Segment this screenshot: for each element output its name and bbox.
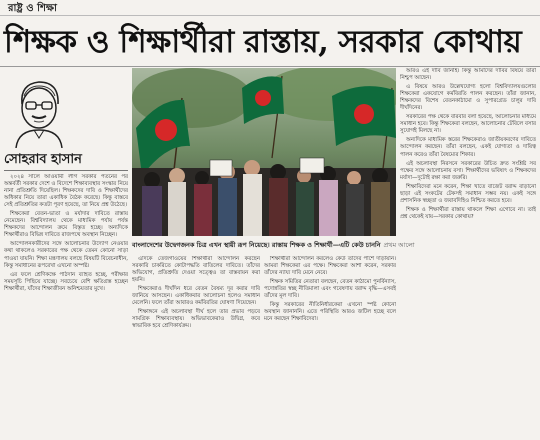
col1-paragraph: এর ফলে শ্রেণিকক্ষে পাঠদান ব্যাহত হচ্ছে, পরীক্ষার সময়সূচি পিছিয়ে যাচ্ছে। সবচেয়ে বেশি ক্ষতিগ্রস্ত হচ্ছেন শিক্ষার্থীরা, যাঁদের শিক্ষাজীবন অনিশ্চয়তার মুখে। (4, 271, 128, 292)
caption-text: বাংলাদেশের উদ্বেগজনক চিত্র এখন স্থায়ী রূপ নিয়েছে। রাস্তায় শিক্ষক ও শিক্ষার্থী—এটি কেউ চাননি (132, 241, 381, 249)
article-column-1 (4, 174, 128, 438)
article-column-4 (400, 68, 536, 438)
col2-paragraph: এদিকে তেজগাঁওয়ের শিক্ষার্থীরা আন্দোলন করছেন সরকারি চাকরিতে কোটাপদ্ধতি বাতিলের দাবিতে। তাঁদের অভিযোগ, প্রতিশ্রুতি দেওয়া সত্ত্বেও তা বাস্তবায়ন করা হয়নি। (132, 256, 260, 284)
col1-paragraph: ২০২৪ সালে আওয়ামী লীগ সরকার পতনের পর অন্তর্বর্তী সরকার দেশে ও বিদেশে শিক্ষাব্যবস্থার সংস্কার নিয়ে নানা প্রতিশ্রুতি দিয়েছিল। শিক্ষকদের দাবি ও শিক্ষার্থীদের অধিকার নিয়ে তারা একাধিক বৈঠক করেছে। কিন্তু বাস্তবে সেই প্রতিশ্রুতির কতটা পূরণ হয়েছে, তা নিয়ে প্রশ্ন উঠেছে। (4, 174, 128, 209)
col4-paragraph: এ বিষয়ে আরও উল্লেখযোগ্য হলো বিশ্ববিদ্যালয়গুলোর শিক্ষকেরা একযোগে কর্মবিরতি পালন করছেন। তাঁরা জানান, শিক্ষকদের বিশেষ বেতনকাঠামো ও সুপারগ্রেড চালুর দাবি দীর্ঘদিনের। (400, 84, 536, 112)
col3-paragraph: শিক্ষক সমিতির নেতারা বলছেন, বেতন কাঠামো পুনর্বিন্যাস, পদোন্নতির স্বচ্ছ নীতিমালা এবং গবেষণায় বরাদ্দ বৃদ্ধি—এসবই তাঁদের মূল দাবি। (264, 279, 396, 300)
protest-photo (132, 68, 396, 236)
col1-paragraph: আন্দোলনকারীদের সঙ্গে আলোচনার উদ্যোগ নেওয়ার কথা থাকলেও সরকারের পক্ষ থেকে তেমন কোনো সাড়া পাওয়া যায়নি। শিক্ষা মন্ত্রণালয় বলছে বিষয়টি বিবেচনাধীন, কিন্তু সমাধানের রূপরেখা এখনো অস্পষ্ট। (4, 241, 128, 269)
author-portrait (6, 76, 72, 148)
col4-paragraph: শিক্ষক ও শিক্ষার্থীরা রাস্তায় থাকলে শিক্ষা এগোবে না। তাই প্রশ্ন থেকেই যায়—সরকার কোথায়? (400, 206, 536, 220)
col2-paragraph: শিক্ষাঙ্গনে এই অচলাবস্থা দীর্ঘ হলে তার প্রভাব পড়বে সামগ্রিক শিক্ষাব্যবস্থায়। অভিভাবকেরাও উদ্বিগ্ন, কবে স্বাভাবিক হবে শ্রেণিকার্যক্রম। (132, 309, 260, 330)
photo-caption (132, 238, 415, 252)
headline: শিক্ষক ও শিক্ষার্থীরা রাস্তায়, সরকার কোথায় (4, 24, 522, 60)
col4-paragraph: এই অচলাবস্থা নিরসনে সরকারের উচিত দ্রুত সংশ্লিষ্ট সব পক্ষের সঙ্গে আলোচনায় বসা। শিক্ষার্থীদের ভবিষ্যৎ ও শিক্ষকদের মর্যাদা—দুটোই রক্ষা করা জরুরি। (400, 160, 536, 181)
section-label: রাষ্ট্র ও শিক্ষা (8, 3, 57, 14)
col3-paragraph: কিন্তু সরকারের নীতিনির্ধারকেরা এখনো স্পষ্ট কোনো অবস্থান জানাননি। এতে পরিস্থিতি আরও জটিল হচ্ছে বলে মনে করছেন শিক্ষাবিদেরা। (264, 302, 396, 323)
col4-paragraph: আরও এই দাবি জানাই। কিন্তু আমাদের দাবির বিষয়ে তাঁরা নিশ্চুপ আছেন। (400, 68, 536, 82)
col2-paragraph: শিক্ষকেরাও দীর্ঘদিন ধরে বেতন বৈষম্য দূর করার দাবি জানিয়ে আসছেন। একাধিকবার আলোচনা হলেও সমাধান মেলেনি। ফলে তাঁরা আবারও কর্মবিরতির ঘোষণা দিয়েছেন। (132, 286, 260, 307)
author-name: সোহরাব হাসান (4, 152, 82, 167)
author-divider (4, 170, 128, 171)
article-column-2 (132, 256, 260, 438)
col4-paragraph: সরকারের পক্ষ থেকে বারবার বলা হয়েছে, আলোচনার মাধ্যমে সমাধান হবে। কিন্তু শিক্ষকেরা বলছেন, আলোচনার টেবিলে বসার সুযোগই মিলছে না। (400, 114, 536, 135)
top-divider (0, 15, 540, 16)
crowd (132, 160, 396, 236)
col4-paragraph: শিক্ষাবিদেরা মনে করেন, শিক্ষা খাতে বাজেট বরাদ্দ বাড়ানো ছাড়া এই সংকটের টেকসই সমাধান সম্ভব নয়। একই সঙ্গে প্রশাসনিক স্বচ্ছতা ও জবাবদিহিও নিশ্চিত করতে হবে। (400, 183, 536, 204)
col1-paragraph: শিক্ষকেরা বেতন-ভাতা ও মর্যাদার দাবিতে রাস্তায় নেমেছেন। বিশ্ববিদ্যালয় থেকে মাধ্যমিক পর্যায় পর্যন্ত শিক্ষকদের আন্দোলন ক্রমে বিস্তৃত হচ্ছে। অন্যদিকে শিক্ষার্থীরাও বিভিন্ন দাবিতে রাজপথে অবস্থান নিচ্ছেন। (4, 211, 128, 239)
article-column-3 (264, 256, 396, 438)
col4-paragraph: অন্যদিকে মাধ্যমিক স্তরের শিক্ষকেরাও জাতীয়করণের দাবিতে আন্দোলন করছেন। তাঁরা বলছেন, একই যোগ্যতা ও দায়িত্ব পালন করেও তাঁরা বৈষম্যের শিকার। (400, 137, 536, 158)
photo-credit: প্রথম আলো (383, 241, 415, 249)
col3-paragraph: শিক্ষার্থীরা আন্দোলন করলেও কেউ তাদের পাশে দাঁড়ায়নি। আমরা শিক্ষকেরা এর পক্ষে। শিক্ষকেরা আশা করেন, সরকার তাঁদের ন্যায্য দাবি মেনে নেবে। (264, 256, 396, 277)
headline-divider (0, 66, 540, 67)
